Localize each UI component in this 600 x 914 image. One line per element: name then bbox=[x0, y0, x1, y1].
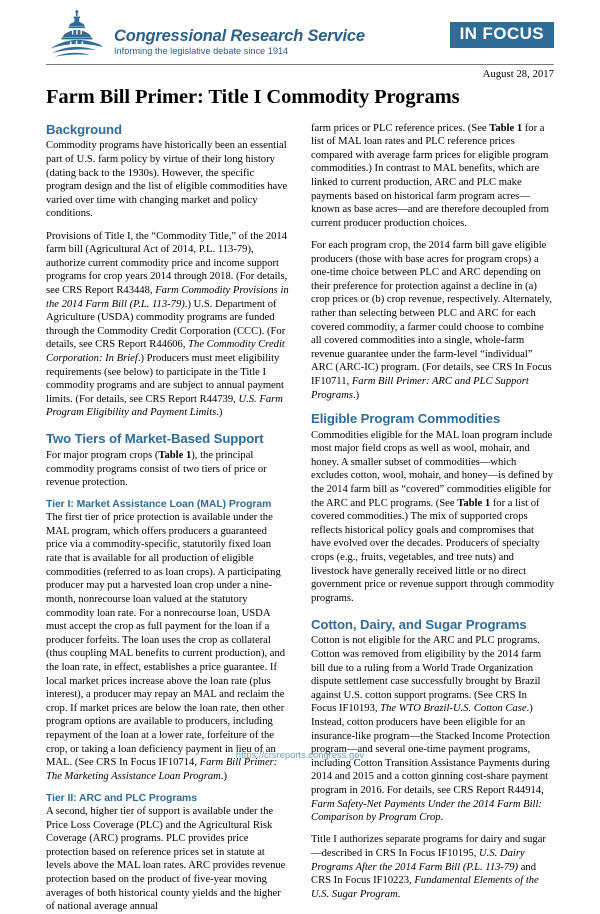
in-focus-badge: IN FOCUS bbox=[450, 22, 554, 48]
text-run: .) bbox=[353, 389, 360, 401]
table-reference: Table 1 bbox=[457, 497, 491, 509]
table-reference: Table 1 bbox=[158, 449, 192, 461]
text-run: ), the principal commodity programs consist of two tiers of price or revenue protection. bbox=[46, 449, 267, 489]
section-heading-eligible-commodities: Eligible Program Commodities bbox=[311, 410, 501, 426]
citation-title: U.S. Farm Program Eligibility and Payment Limits bbox=[46, 393, 283, 419]
left-column bbox=[46, 122, 289, 914]
text-run: Commodities eligible for the MAL loan program include most major field crops as well as wool, mohair, and honey. A smaller subset of commodities—which excludes cotton, wool, mohair, and honey—is defined by the 2014 farm bill as “covered” commodities eligible for the ARC and PLC programs. (See bbox=[311, 429, 554, 509]
article-body bbox=[46, 122, 554, 914]
masthead-divider bbox=[46, 64, 554, 65]
citation-title: Farm Bill Primer: ARC and PLC Support Programs bbox=[311, 376, 529, 401]
citation-title: Fundamental Elements of the U.S. Sugar Program bbox=[311, 875, 539, 900]
paragraph-two-tiers bbox=[46, 449, 289, 490]
masthead bbox=[46, 0, 554, 62]
citation-title: Farm Commodity Provisions in the 2014 Farm Bill (P.L. 113-79) bbox=[46, 285, 289, 310]
text-run: for a list of MAL loan rates and PLC reference prices compared with average farm prices for eligible program commodities.) In contrast to MAL benefits, which are linked to current production, ARC and PLC make payments based on historical farm program acres—known as base acres—and are therefore decoupled from current producer production choices. bbox=[311, 122, 549, 229]
text-run: farm prices or PLC reference prices. (See bbox=[311, 122, 490, 134]
paragraph-background-2 bbox=[46, 230, 289, 421]
brand-subtitle: Informing the legislative debate since 1914 bbox=[114, 45, 289, 56]
citation-title: U.S. Dairy Programs After the 2014 Farm Bill (P.L. 113-79) bbox=[311, 848, 525, 873]
text-run: Provisions of Title I, the “Commodity Title,” of the 2014 farm bill (Agricultural Act of 2014, P.L. 113-79), authorize current commodity price and income support programs for crop years 2014 through 2018. (For details, see CRS Report R43448, bbox=[46, 230, 288, 296]
brand-title: Congressional Research Service bbox=[114, 26, 365, 45]
citation-title: The WTO Brazil-U.S. Cotton Case bbox=[380, 703, 527, 715]
text-run: .) U.S. Department of Agriculture (USDA) commodity programs are funded through the Commodity Credit Corporation (CCC). (For details, see CRS Report R44606, bbox=[46, 298, 286, 351]
paragraph-tier-1 bbox=[46, 511, 289, 783]
text-run: for a list of covered commodities.) The mix of supported crops reflects historical policy goals and compromises that have evolved over the decades. Producers of specialty crops (e.g., fruits, vegetables, and tree nuts) and livestock have generally received little or no direct government price or revenue support through commodity programs. bbox=[311, 497, 555, 604]
subsection-heading-tier-2: Tier II: ARC and PLC Programs bbox=[46, 792, 197, 804]
section-heading-background: Background bbox=[46, 121, 122, 137]
paragraph-tier-2-continued bbox=[311, 122, 554, 231]
paragraph-tier-2: A second, higher tier of support is available under the Price Loss Coverage (PLC) and the Agricultural Risk Coverage (ARC) programs. PLC provides price protection based on reference prices set in statute at levels above the MAL loan rates. ARC provides revenue protection based on the product of five-year moving averages of both historical county yields and the higher of national average annual bbox=[46, 805, 286, 913]
citation-title: The Commodity Credit Corporation: In Brief bbox=[46, 339, 285, 365]
page-title: Farm Bill Primer: Title I Commodity Programs bbox=[46, 86, 460, 108]
text-run: . bbox=[397, 888, 401, 900]
subsection-heading-tier-1: Tier I: Market Assistance Loan (MAL) Program bbox=[46, 499, 272, 511]
text-run: .) Instead, cotton producers have been eligible for an insurance-like program—the Stacked Income Protection program—and several one-time payment programs, including Cotton Transition Assistance Payments during 2014 and 2015 and a cotton ginning cost-share payment program in 2016. For details, see CRS Report R44914, bbox=[311, 703, 550, 797]
right-column bbox=[311, 122, 554, 910]
paragraph-dairy-sugar bbox=[311, 833, 554, 901]
paragraph-eligible-commodities bbox=[311, 429, 554, 606]
document-date: August 28, 2017 bbox=[482, 69, 554, 80]
crs-brand bbox=[46, 10, 365, 60]
text-run: For each program crop, the 2014 farm bill gave eligible producers (those with base acres for program crops) a one-time choice between PLC and ARC depending on their preference for protection against a decline in (a) crop prices or (b) crop revenue, respectively. Alternately, rather than selecting between PLC and ARC for each covered commodity, a farmer could choose to combine all covered commodities into a single, whole-farm revenue guarantee under the farm-level “individual” ARC (ARC-IC) program. (For details, see CRS In Focus IF10711, bbox=[311, 239, 552, 388]
text-run: .) bbox=[216, 407, 223, 419]
capitol-dome-icon bbox=[46, 10, 108, 60]
text-run: Title I authorizes separate programs for dairy and sugar—described in CRS In Focus IF10195, bbox=[311, 834, 546, 859]
text-run: .) Producers must meet eligibility requirements (see below) to participate in the Title I commodity programs and are subject to annual payment limits. (For details, see CRS Report R44739, bbox=[46, 353, 284, 405]
crs-reports-url-link[interactable]: https://crsreports.congress.gov bbox=[235, 749, 365, 760]
text-run: and CRS In Focus IF10223, bbox=[311, 861, 537, 887]
citation-title: Farm Safety-Net Payments Under the 2014 Farm Bill: Comparison by Program Crop bbox=[311, 798, 542, 824]
table-reference: Table 1 bbox=[489, 122, 523, 134]
paragraph-cotton bbox=[311, 634, 554, 825]
text-run: Cotton is not eligible for the ARC and PLC programs. Cotton was removed from eligibility by the 2014 farm bill due to a ruling from a World Trade Organization dispute settlement case successfully brought by Brazil against U.S. cotton support programs. (See CRS In Focus IF10193, bbox=[311, 635, 542, 715]
section-heading-two-tiers: Two Tiers of Market-Based Support bbox=[46, 431, 264, 447]
text-run: The first tier of price protection is available under the MAL program, which offers producers a guaranteed price via a commodity-specific, statutorily fixed loan rate that is available for all production of eligible commodities (referred to as loan crops). A participating producer may put a harvested loan crop under a nine-month, nonrecourse loan valued at the statutory commodity loan rate. For a nonrecourse loan, USDA must accept the crop as full payment for the loan if a producer forfeits. The loan uses the crop as collateral (thus coupling MAL benefits to current production), and the loan rate, in effect, establishes a price guarantee. If local market prices increase above the loan rate (plus interest), a producer may repay an MAL and reclaim the crop. If market prices are below the loan rate, then other program options are available to producers, including repayment of the loan at a lower rate, forfeiture of the crop, or taking a loan deficiency payment in lieu of an MAL. (See CRS In Focus IF10714, bbox=[46, 512, 286, 769]
paragraph-program-crop-choice bbox=[311, 239, 554, 402]
text-run: .) bbox=[220, 770, 227, 782]
footer bbox=[0, 745, 600, 763]
citation-title: Farm Bill Primer: The Marketing Assistance Loan Program bbox=[46, 757, 278, 782]
brand-text bbox=[114, 28, 365, 60]
text-run: For major program crops ( bbox=[46, 449, 159, 461]
text-run: . bbox=[440, 812, 444, 824]
section-heading-cotton-dairy-sugar: Cotton, Dairy, and Sugar Programs bbox=[311, 616, 527, 632]
paragraph-background-1: Commodity programs have historically been an essential part of U.S. farm policy by virtue of their long history (dating back to the 1930s). However, the specific program design and the list of eligible commodities have varied over time with changing market and policy conditions. bbox=[46, 140, 288, 220]
